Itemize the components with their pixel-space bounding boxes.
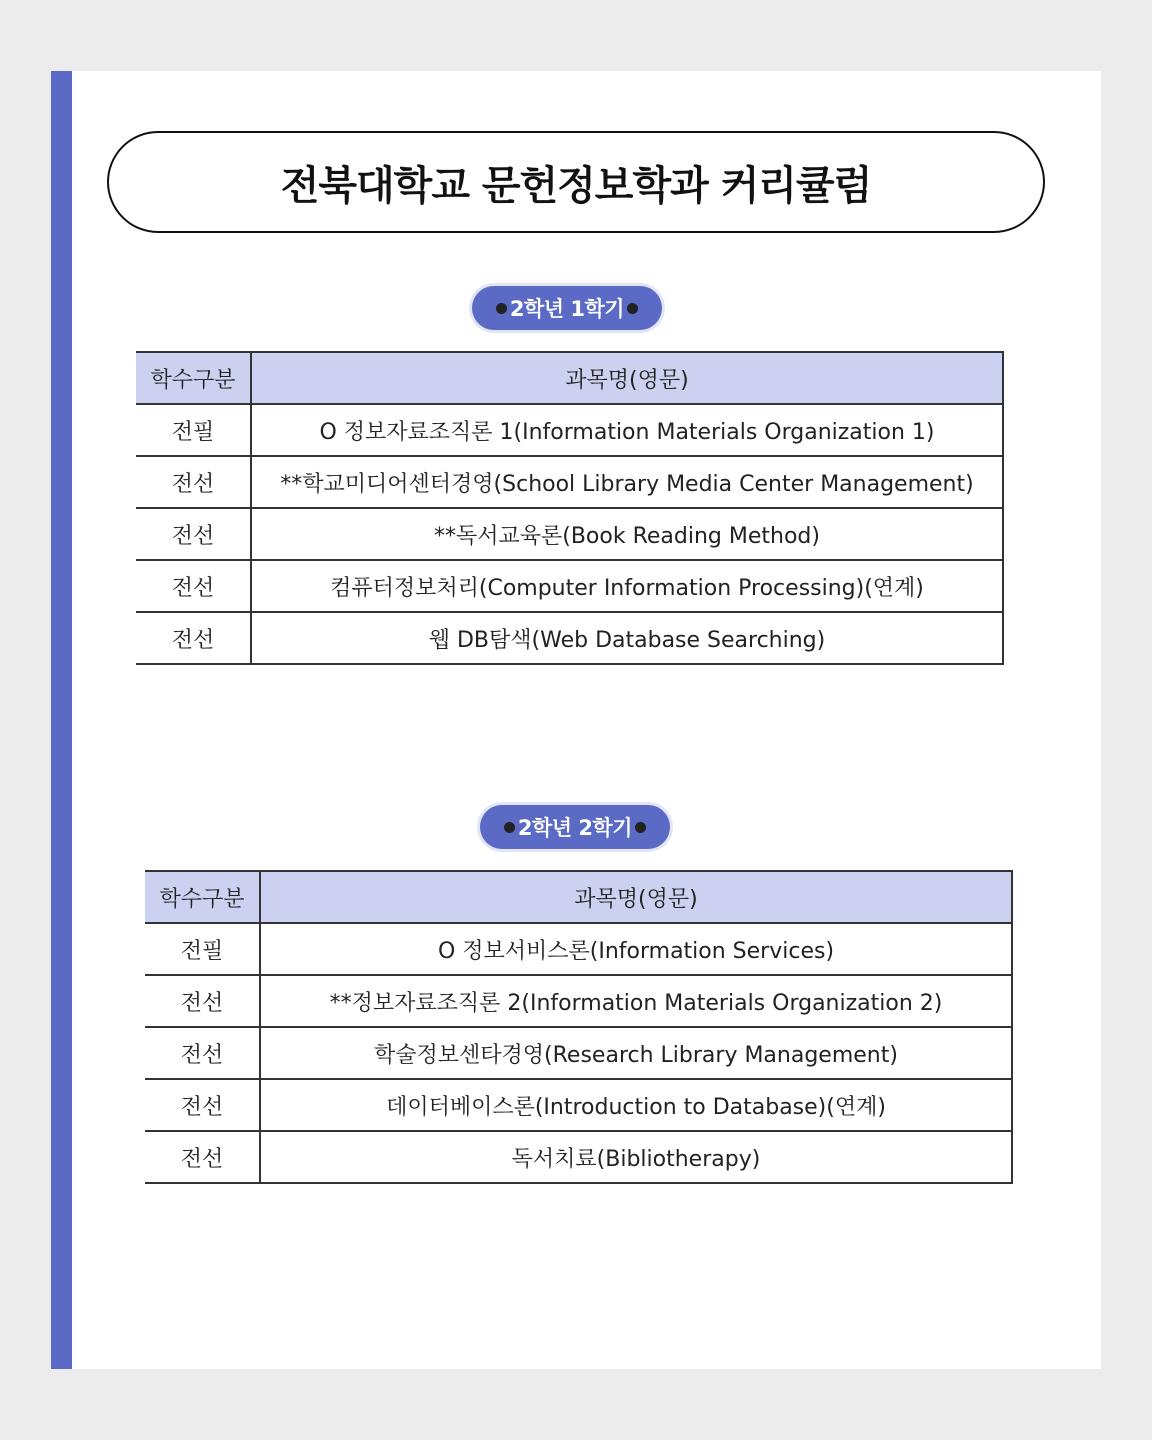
course-type: 전선	[145, 1131, 260, 1183]
semester-badge-1	[472, 286, 662, 330]
course-type: 전필	[136, 404, 251, 456]
column-header-type: 학수구분	[145, 871, 260, 923]
table-row	[145, 923, 1012, 975]
table-header-row	[145, 871, 1012, 923]
table-row	[145, 1027, 1012, 1079]
course-name: **학교미디어센터경영(School Library Media Center Management)	[251, 456, 1003, 508]
table-header-row	[136, 352, 1003, 404]
table-row	[145, 1131, 1012, 1183]
course-type: 전선	[136, 456, 251, 508]
table-row	[136, 612, 1003, 664]
course-type: 전선	[145, 975, 260, 1027]
course-type: 전선	[136, 508, 251, 560]
bullet-dot-icon	[627, 303, 638, 314]
curriculum-table-1	[136, 351, 1004, 665]
course-name: **정보자료조직론 2(Information Materials Organization 2)	[260, 975, 1012, 1027]
semester-badge-2	[480, 805, 670, 849]
course-name: 웹 DB탐색(Web Database Searching)	[251, 612, 1003, 664]
course-type: 전선	[145, 1079, 260, 1131]
course-type: 전선	[145, 1027, 260, 1079]
course-type: 전필	[145, 923, 260, 975]
table-row	[136, 508, 1003, 560]
course-name: 컴퓨터정보처리(Computer Information Processing)(연계)	[251, 560, 1003, 612]
course-name: O 정보서비스론(Information Services)	[260, 923, 1012, 975]
column-header-course: 과목명(영문)	[260, 871, 1012, 923]
table-row	[136, 404, 1003, 456]
semester-label: 2학년 1학기	[509, 297, 625, 321]
semester-label: 2학년 2학기	[517, 816, 633, 840]
course-name: 데이터베이스론(Introduction to Database)(연계)	[260, 1079, 1012, 1131]
column-header-course: 과목명(영문)	[251, 352, 1003, 404]
course-name: **독서교육론(Book Reading Method)	[251, 508, 1003, 560]
accent-bar	[51, 71, 72, 1369]
page-title: 전북대학교 문헌정보학과 커리큘럼	[280, 162, 872, 209]
column-header-type: 학수구분	[136, 352, 251, 404]
bullet-dot-icon	[504, 822, 515, 833]
course-name: O 정보자료조직론 1(Information Materials Organization 1)	[251, 404, 1003, 456]
table-row	[145, 1079, 1012, 1131]
title-box	[107, 131, 1045, 233]
course-name: 독서치료(Bibliotherapy)	[260, 1131, 1012, 1183]
bullet-dot-icon	[496, 303, 507, 314]
course-name: 학술정보센타경영(Research Library Management)	[260, 1027, 1012, 1079]
course-type: 전선	[136, 560, 251, 612]
course-type: 전선	[136, 612, 251, 664]
curriculum-page	[51, 71, 1101, 1369]
table-row	[136, 456, 1003, 508]
table-row	[136, 560, 1003, 612]
curriculum-table-2	[145, 870, 1013, 1184]
table-row	[145, 975, 1012, 1027]
bullet-dot-icon	[635, 822, 646, 833]
